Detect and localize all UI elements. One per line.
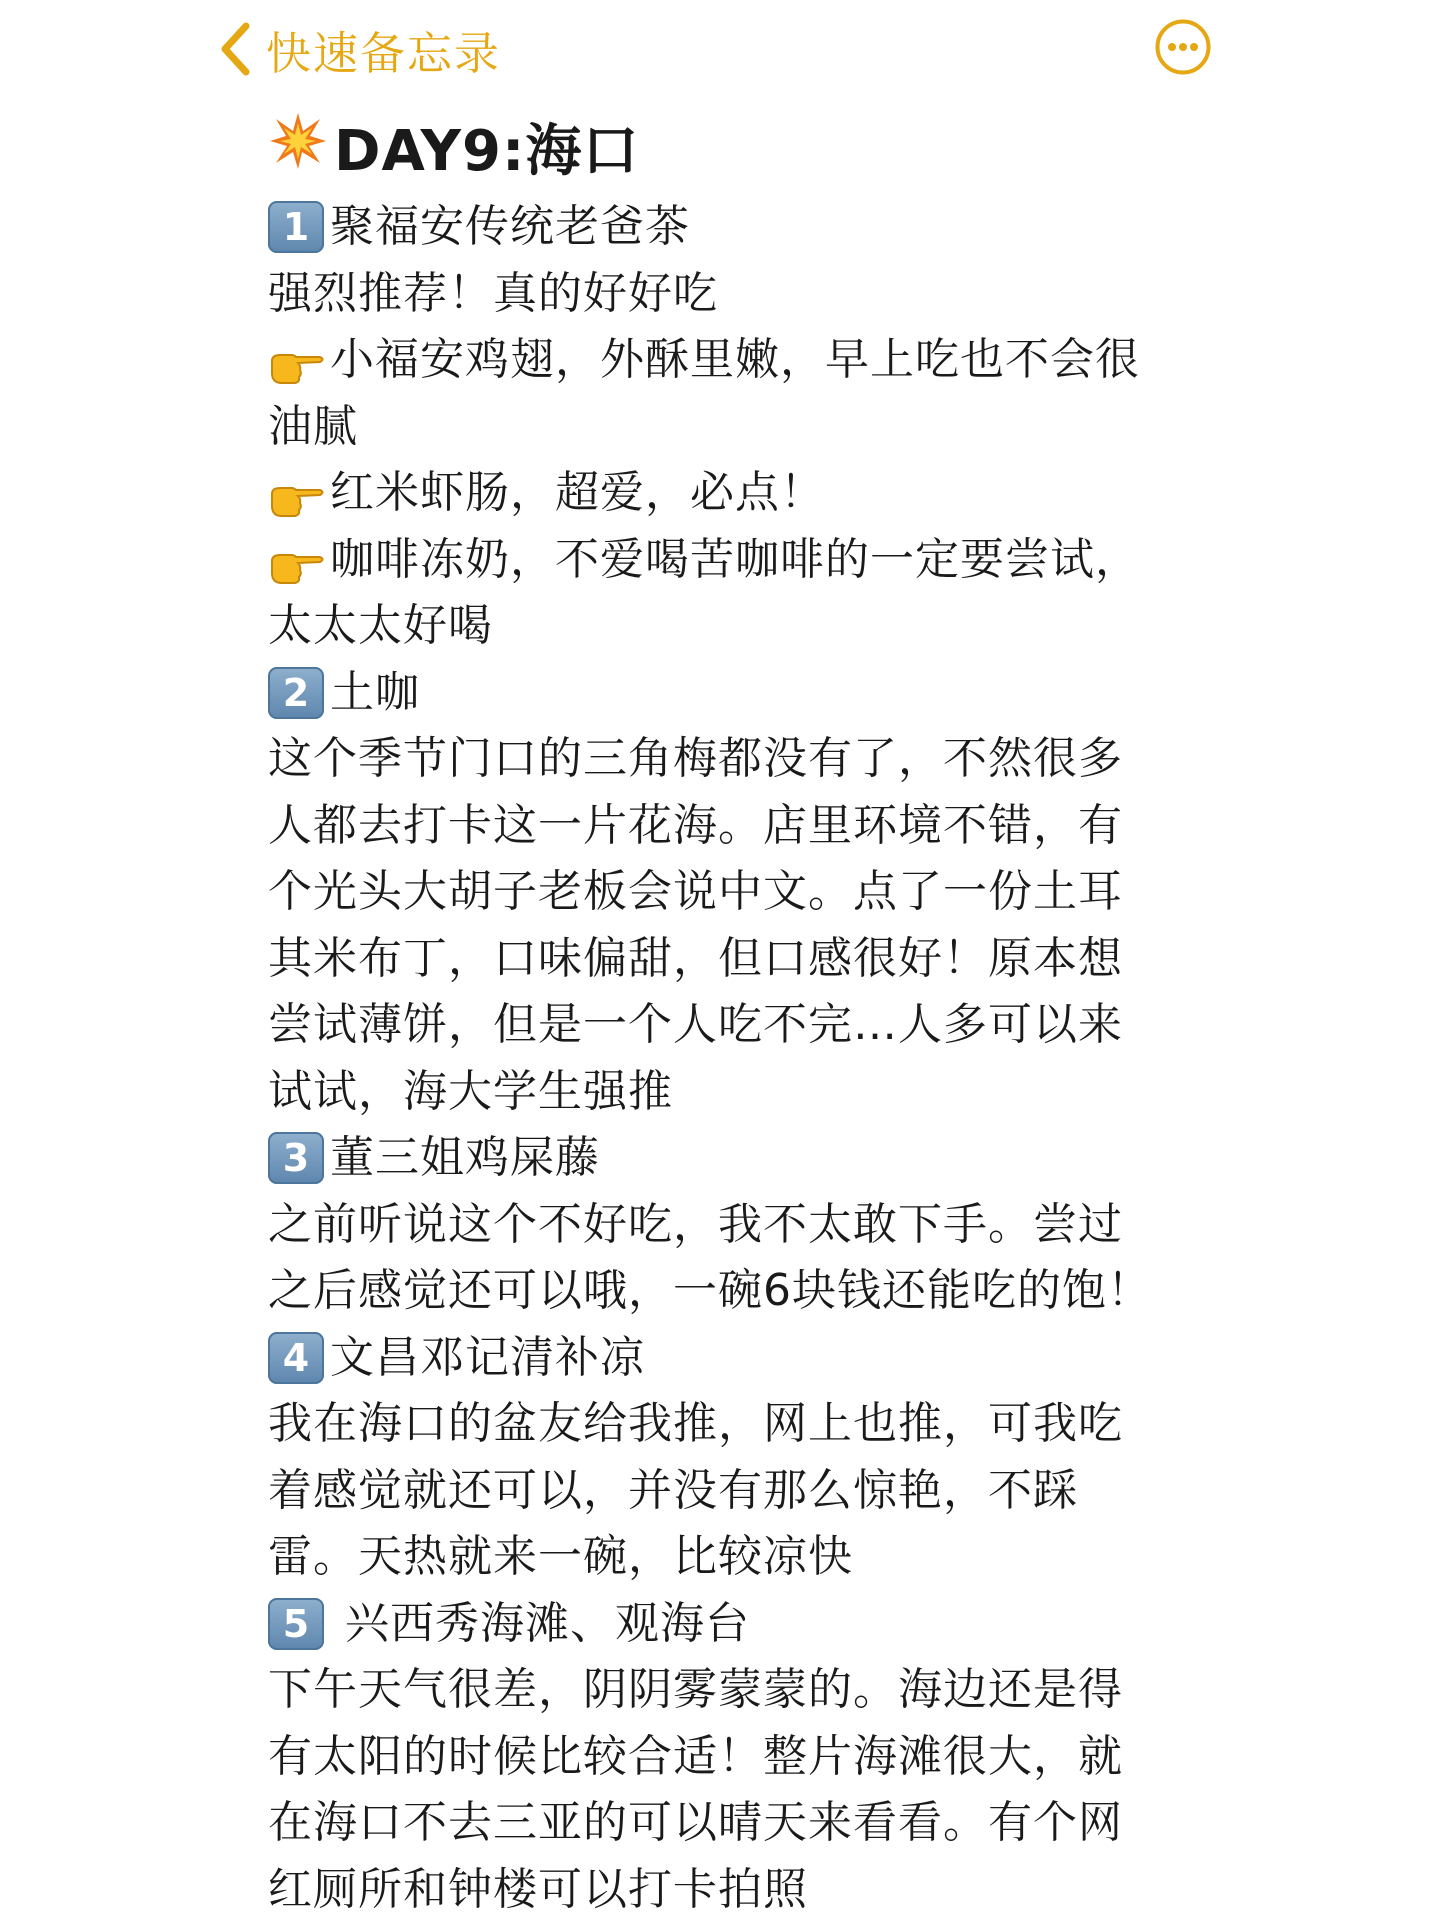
section-text-line: 下午天气很差，阴阴雾蒙蒙的。海边还是得 <box>268 1657 1208 1724</box>
keycap-number-1-icon: 1 <box>268 201 324 253</box>
collision-burst-icon <box>268 111 328 193</box>
bullet-item <box>268 527 1208 594</box>
chevron-left-icon <box>218 21 252 77</box>
pointing-hand-icon <box>268 340 326 380</box>
section-text-line: 有太阳的时候比较合适！整片海滩很大，就 <box>268 1724 1208 1791</box>
section-text-line: 我在海口的盆友给我推，网上也推，可我吃 <box>268 1391 1208 1458</box>
keycap-number-4-icon: 4 <box>268 1332 324 1384</box>
section-title: 聚福安传统老爸茶 <box>330 194 690 261</box>
section-title: 文昌邓记清补凉 <box>330 1325 645 1392</box>
section-heading <box>268 1591 1208 1658</box>
navigation-bar <box>0 0 1440 100</box>
bullet-text: 咖啡冻奶，不爱喝苦咖啡的一定要尝试， <box>330 527 1140 594</box>
bullet-text-continuation: 油腻 <box>268 394 1208 461</box>
section-text-line: 雷。天热就来一碗，比较凉快 <box>268 1524 1208 1591</box>
section-title: 土咖 <box>330 660 420 727</box>
ellipsis-circle-icon <box>1154 61 1212 80</box>
section-heading <box>268 1325 1208 1392</box>
section-text-line: 其米布丁，口味偏甜，但口感很好！原本想 <box>268 926 1208 993</box>
section-text-line: 在海口不去三亚的可以晴天来看看。有个网 <box>268 1790 1208 1857</box>
section-text-line: 红厕所和钟楼可以打卡拍照 <box>268 1857 1208 1923</box>
section-heading <box>268 660 1208 727</box>
section-text-line: 个光头大胡子老板会说中文。点了一份土耳 <box>268 859 1208 926</box>
section-heading <box>268 194 1208 261</box>
back-button[interactable] <box>218 14 501 84</box>
more-options-button[interactable] <box>1154 18 1212 76</box>
section-text-line: 尝试薄饼，但是一个人吃不完…人多可以来 <box>268 992 1208 1059</box>
section-text-line: 着感觉就还可以，并没有那么惊艳，不踩 <box>268 1458 1208 1525</box>
section-title: 董三姐鸡屎藤 <box>330 1125 600 1192</box>
bullet-text: 小福安鸡翅，外酥里嫩，早上吃也不会很 <box>330 327 1140 394</box>
note-body[interactable] <box>268 112 1208 1923</box>
section-text-line: 人都去打卡这一片花海。店里环境不错，有 <box>268 793 1208 860</box>
keycap-number-3-icon: 3 <box>268 1132 324 1184</box>
note-sections <box>268 194 1208 1923</box>
keycap-number-2-icon: 2 <box>268 667 324 719</box>
bullet-item <box>268 460 1208 527</box>
bullet-text: 红米虾肠，超爱，必点！ <box>330 460 825 527</box>
section-heading <box>268 1125 1208 1192</box>
section-text-line: 试试，海大学生强推 <box>268 1059 1208 1126</box>
pointing-hand-icon <box>268 540 326 580</box>
note-title-text: DAY9:海口 <box>334 112 639 192</box>
bullet-text-continuation: 太太太好喝 <box>268 593 1208 660</box>
section-text-line: 这个季节门口的三角梅都没有了，不然很多 <box>268 726 1208 793</box>
section-text-line: 强烈推荐！真的好好吃 <box>268 261 1208 328</box>
back-label: 快速备忘录 <box>266 17 501 82</box>
bullet-item <box>268 327 1208 394</box>
section-text-line: 之前听说这个不好吃，我不太敢下手。尝过 <box>268 1192 1208 1259</box>
note-title <box>268 112 1208 192</box>
section-text-line: 之后感觉还可以哦，一碗6块钱还能吃的饱！ <box>268 1258 1208 1325</box>
section-title: 兴西秀海滩、观海台 <box>330 1591 750 1658</box>
keycap-number-5-icon: 5 <box>268 1598 324 1650</box>
pointing-hand-icon <box>268 473 326 513</box>
